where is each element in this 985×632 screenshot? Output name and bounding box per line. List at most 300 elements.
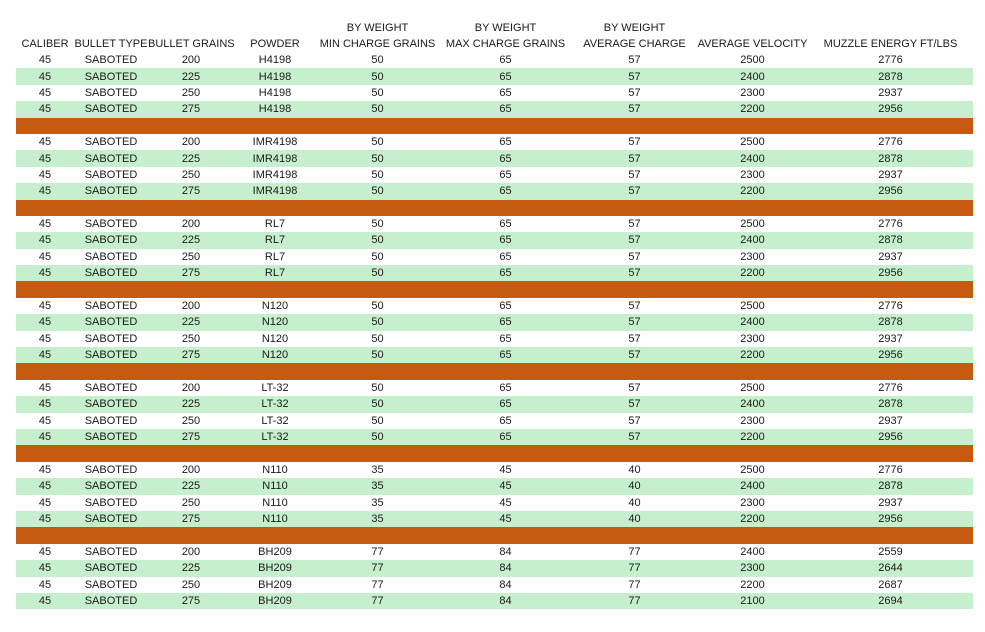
cell-bullet-grains: 225 bbox=[148, 560, 234, 576]
cell-bullet-grains: 250 bbox=[148, 413, 234, 429]
header-row bbox=[16, 20, 973, 52]
cell-caliber: 45 bbox=[16, 593, 74, 609]
cell-bullet-grains: 250 bbox=[148, 167, 234, 183]
cell-bullet-type: SABOTED bbox=[74, 101, 148, 117]
cell-muzzle-energy: 2878 bbox=[808, 396, 973, 412]
cell-muzzle-energy: 2559 bbox=[808, 544, 973, 560]
column-header-caliber bbox=[16, 20, 74, 52]
cell-average-charge: 57 bbox=[572, 298, 697, 314]
cell-min-charge: 35 bbox=[316, 495, 439, 511]
cell-muzzle-energy: 2956 bbox=[808, 101, 973, 117]
column-header-line1 bbox=[16, 20, 74, 36]
cell-powder: LT-32 bbox=[234, 380, 316, 396]
cell-max-charge: 65 bbox=[439, 298, 572, 314]
table-row bbox=[16, 593, 973, 609]
table-row bbox=[16, 298, 973, 314]
cell-caliber: 45 bbox=[16, 560, 74, 576]
cell-caliber: 45 bbox=[16, 134, 74, 150]
cell-max-charge: 65 bbox=[439, 68, 572, 84]
cell-max-charge: 65 bbox=[439, 396, 572, 412]
cell-bullet-grains: 200 bbox=[148, 544, 234, 560]
cell-average-velocity: 2200 bbox=[697, 577, 808, 593]
cell-bullet-grains: 275 bbox=[148, 183, 234, 199]
column-header-line1 bbox=[697, 20, 808, 36]
cell-muzzle-energy: 2937 bbox=[808, 85, 973, 101]
column-header-line1 bbox=[234, 20, 316, 36]
table-row bbox=[16, 150, 973, 166]
cell-min-charge: 50 bbox=[316, 249, 439, 265]
cell-average-charge: 57 bbox=[572, 347, 697, 363]
cell-max-charge: 45 bbox=[439, 511, 572, 527]
cell-average-charge: 57 bbox=[572, 249, 697, 265]
cell-average-charge: 57 bbox=[572, 216, 697, 232]
table-row bbox=[16, 462, 973, 478]
cell-bullet-grains: 200 bbox=[148, 52, 234, 68]
cell-powder: IMR4198 bbox=[234, 150, 316, 166]
cell-average-charge: 57 bbox=[572, 331, 697, 347]
cell-powder: H4198 bbox=[234, 52, 316, 68]
cell-muzzle-energy: 2878 bbox=[808, 314, 973, 330]
cell-muzzle-energy: 2878 bbox=[808, 232, 973, 248]
cell-average-velocity: 2200 bbox=[697, 429, 808, 445]
column-header-bullet-grains bbox=[148, 20, 234, 52]
cell-caliber: 45 bbox=[16, 249, 74, 265]
cell-average-charge: 57 bbox=[572, 413, 697, 429]
cell-average-velocity: 2300 bbox=[697, 331, 808, 347]
table-row bbox=[16, 52, 973, 68]
cell-min-charge: 50 bbox=[316, 265, 439, 281]
cell-average-velocity: 2500 bbox=[697, 298, 808, 314]
table-row bbox=[16, 396, 973, 412]
column-header-line2: MIN CHARGE GRAINS bbox=[319, 38, 436, 50]
cell-caliber: 45 bbox=[16, 544, 74, 560]
cell-caliber: 45 bbox=[16, 462, 74, 478]
cell-bullet-type: SABOTED bbox=[74, 495, 148, 511]
cell-caliber: 45 bbox=[16, 331, 74, 347]
cell-caliber: 45 bbox=[16, 396, 74, 412]
table-row bbox=[16, 183, 973, 199]
column-header-average-velocity bbox=[697, 20, 808, 52]
cell-bullet-type: SABOTED bbox=[74, 265, 148, 281]
cell-powder: N120 bbox=[234, 347, 316, 363]
cell-bullet-grains: 275 bbox=[148, 265, 234, 281]
cell-muzzle-energy: 2878 bbox=[808, 478, 973, 494]
cell-min-charge: 50 bbox=[316, 85, 439, 101]
cell-powder: N120 bbox=[234, 314, 316, 330]
table-row bbox=[16, 380, 973, 396]
cell-bullet-grains: 200 bbox=[148, 462, 234, 478]
cell-bullet-grains: 200 bbox=[148, 380, 234, 396]
cell-muzzle-energy: 2644 bbox=[808, 560, 973, 576]
cell-bullet-type: SABOTED bbox=[74, 347, 148, 363]
group-separator-row bbox=[16, 281, 973, 297]
table-row bbox=[16, 544, 973, 560]
cell-average-velocity: 2400 bbox=[697, 232, 808, 248]
cell-average-velocity: 2200 bbox=[697, 511, 808, 527]
cell-bullet-type: SABOTED bbox=[74, 52, 148, 68]
table-row bbox=[16, 577, 973, 593]
cell-powder: N110 bbox=[234, 478, 316, 494]
table-row bbox=[16, 331, 973, 347]
cell-caliber: 45 bbox=[16, 347, 74, 363]
cell-muzzle-energy: 2956 bbox=[808, 429, 973, 445]
cell-average-charge: 57 bbox=[572, 314, 697, 330]
cell-powder: N110 bbox=[234, 462, 316, 478]
cell-muzzle-energy: 2878 bbox=[808, 68, 973, 84]
cell-average-velocity: 2400 bbox=[697, 396, 808, 412]
cell-powder: LT-32 bbox=[234, 396, 316, 412]
cell-average-velocity: 2300 bbox=[697, 167, 808, 183]
cell-average-velocity: 2500 bbox=[697, 216, 808, 232]
cell-bullet-type: SABOTED bbox=[74, 511, 148, 527]
cell-muzzle-energy: 2776 bbox=[808, 380, 973, 396]
table-row bbox=[16, 347, 973, 363]
cell-min-charge: 50 bbox=[316, 183, 439, 199]
column-header-line1 bbox=[808, 20, 973, 36]
cell-bullet-type: SABOTED bbox=[74, 314, 148, 330]
cell-min-charge: 35 bbox=[316, 478, 439, 494]
cell-min-charge: 50 bbox=[316, 68, 439, 84]
cell-average-velocity: 2200 bbox=[697, 101, 808, 117]
cell-caliber: 45 bbox=[16, 68, 74, 84]
table-row bbox=[16, 265, 973, 281]
cell-average-charge: 57 bbox=[572, 52, 697, 68]
cell-max-charge: 84 bbox=[439, 577, 572, 593]
cell-min-charge: 50 bbox=[316, 216, 439, 232]
cell-powder: H4198 bbox=[234, 68, 316, 84]
cell-average-charge: 40 bbox=[572, 511, 697, 527]
cell-min-charge: 50 bbox=[316, 232, 439, 248]
cell-powder: RL7 bbox=[234, 249, 316, 265]
cell-max-charge: 65 bbox=[439, 413, 572, 429]
column-header-bullet-type bbox=[74, 20, 148, 52]
group-separator-row bbox=[16, 445, 973, 461]
cell-bullet-type: SABOTED bbox=[74, 478, 148, 494]
cell-average-charge: 57 bbox=[572, 429, 697, 445]
cell-muzzle-energy: 2776 bbox=[808, 52, 973, 68]
cell-average-charge: 57 bbox=[572, 232, 697, 248]
cell-max-charge: 65 bbox=[439, 314, 572, 330]
cell-powder: N110 bbox=[234, 495, 316, 511]
cell-bullet-type: SABOTED bbox=[74, 167, 148, 183]
cell-min-charge: 50 bbox=[316, 167, 439, 183]
cell-min-charge: 77 bbox=[316, 560, 439, 576]
cell-muzzle-energy: 2937 bbox=[808, 331, 973, 347]
cell-min-charge: 50 bbox=[316, 331, 439, 347]
cell-average-velocity: 2300 bbox=[697, 249, 808, 265]
cell-bullet-grains: 275 bbox=[148, 101, 234, 117]
cell-average-charge: 57 bbox=[572, 167, 697, 183]
table-row bbox=[16, 232, 973, 248]
cell-average-charge: 57 bbox=[572, 68, 697, 84]
cell-bullet-grains: 225 bbox=[148, 396, 234, 412]
column-header-line2: AVERAGE CHARGE bbox=[583, 38, 686, 50]
cell-min-charge: 50 bbox=[316, 347, 439, 363]
cell-bullet-type: SABOTED bbox=[74, 462, 148, 478]
cell-min-charge: 77 bbox=[316, 593, 439, 609]
column-header-line2: CALIBER bbox=[21, 38, 69, 50]
cell-muzzle-energy: 2776 bbox=[808, 134, 973, 150]
table-row bbox=[16, 216, 973, 232]
cell-max-charge: 84 bbox=[439, 560, 572, 576]
cell-bullet-type: SABOTED bbox=[74, 68, 148, 84]
cell-bullet-grains: 250 bbox=[148, 85, 234, 101]
cell-caliber: 45 bbox=[16, 478, 74, 494]
cell-powder: H4198 bbox=[234, 101, 316, 117]
table-row bbox=[16, 429, 973, 445]
cell-average-charge: 40 bbox=[572, 495, 697, 511]
cell-powder: IMR4198 bbox=[234, 167, 316, 183]
cell-bullet-grains: 250 bbox=[148, 249, 234, 265]
cell-min-charge: 50 bbox=[316, 101, 439, 117]
cell-average-charge: 40 bbox=[572, 462, 697, 478]
cell-caliber: 45 bbox=[16, 167, 74, 183]
cell-average-velocity: 2400 bbox=[697, 544, 808, 560]
cell-muzzle-energy: 2776 bbox=[808, 462, 973, 478]
cell-average-velocity: 2200 bbox=[697, 265, 808, 281]
cell-bullet-type: SABOTED bbox=[74, 85, 148, 101]
cell-caliber: 45 bbox=[16, 577, 74, 593]
cell-powder: BH209 bbox=[234, 577, 316, 593]
cell-powder: IMR4198 bbox=[234, 183, 316, 199]
cell-caliber: 45 bbox=[16, 413, 74, 429]
table-row bbox=[16, 314, 973, 330]
cell-bullet-grains: 275 bbox=[148, 429, 234, 445]
column-header-line2: POWDER bbox=[250, 38, 300, 50]
table-row bbox=[16, 249, 973, 265]
cell-min-charge: 50 bbox=[316, 396, 439, 412]
column-header-line2: AVERAGE VELOCITY bbox=[697, 38, 808, 50]
cell-bullet-grains: 275 bbox=[148, 511, 234, 527]
group-separator-row bbox=[16, 363, 973, 379]
cell-powder: LT-32 bbox=[234, 413, 316, 429]
cell-min-charge: 35 bbox=[316, 462, 439, 478]
cell-average-velocity: 2200 bbox=[697, 347, 808, 363]
cell-min-charge: 50 bbox=[316, 429, 439, 445]
cell-muzzle-energy: 2956 bbox=[808, 183, 973, 199]
group-separator-cell bbox=[16, 363, 973, 379]
cell-average-charge: 77 bbox=[572, 544, 697, 560]
cell-max-charge: 65 bbox=[439, 167, 572, 183]
cell-max-charge: 65 bbox=[439, 216, 572, 232]
cell-muzzle-energy: 2956 bbox=[808, 347, 973, 363]
cell-max-charge: 65 bbox=[439, 429, 572, 445]
cell-muzzle-energy: 2937 bbox=[808, 413, 973, 429]
cell-caliber: 45 bbox=[16, 85, 74, 101]
cell-muzzle-energy: 2694 bbox=[808, 593, 973, 609]
cell-muzzle-energy: 2956 bbox=[808, 265, 973, 281]
table-row bbox=[16, 101, 973, 117]
table-row bbox=[16, 68, 973, 84]
cell-caliber: 45 bbox=[16, 429, 74, 445]
column-header-muzzle-energy bbox=[808, 20, 973, 52]
cell-bullet-grains: 225 bbox=[148, 314, 234, 330]
cell-powder: N120 bbox=[234, 298, 316, 314]
cell-bullet-type: SABOTED bbox=[74, 298, 148, 314]
cell-bullet-type: SABOTED bbox=[74, 593, 148, 609]
cell-max-charge: 65 bbox=[439, 331, 572, 347]
cell-caliber: 45 bbox=[16, 298, 74, 314]
cell-caliber: 45 bbox=[16, 216, 74, 232]
group-separator-row bbox=[16, 527, 973, 543]
cell-min-charge: 50 bbox=[316, 134, 439, 150]
cell-max-charge: 65 bbox=[439, 265, 572, 281]
cell-bullet-grains: 250 bbox=[148, 577, 234, 593]
cell-caliber: 45 bbox=[16, 183, 74, 199]
cell-average-charge: 77 bbox=[572, 560, 697, 576]
cell-average-velocity: 2500 bbox=[697, 462, 808, 478]
cell-max-charge: 65 bbox=[439, 232, 572, 248]
cell-min-charge: 50 bbox=[316, 380, 439, 396]
cell-bullet-type: SABOTED bbox=[74, 577, 148, 593]
cell-average-velocity: 2100 bbox=[697, 593, 808, 609]
cell-bullet-grains: 250 bbox=[148, 331, 234, 347]
cell-max-charge: 65 bbox=[439, 52, 572, 68]
cell-powder: N120 bbox=[234, 331, 316, 347]
cell-powder: RL7 bbox=[234, 265, 316, 281]
group-separator-cell bbox=[16, 527, 973, 543]
cell-average-charge: 57 bbox=[572, 183, 697, 199]
cell-bullet-type: SABOTED bbox=[74, 544, 148, 560]
cell-min-charge: 50 bbox=[316, 52, 439, 68]
cell-caliber: 45 bbox=[16, 380, 74, 396]
cell-caliber: 45 bbox=[16, 495, 74, 511]
group-separator-row bbox=[16, 200, 973, 216]
cell-average-velocity: 2500 bbox=[697, 52, 808, 68]
cell-muzzle-energy: 2937 bbox=[808, 167, 973, 183]
cell-average-velocity: 2400 bbox=[697, 68, 808, 84]
table-row bbox=[16, 85, 973, 101]
cell-powder: H4198 bbox=[234, 85, 316, 101]
cell-caliber: 45 bbox=[16, 232, 74, 248]
cell-average-velocity: 2200 bbox=[697, 183, 808, 199]
group-separator-row bbox=[16, 118, 973, 134]
load-data-table bbox=[16, 20, 973, 609]
cell-bullet-type: SABOTED bbox=[74, 331, 148, 347]
cell-bullet-grains: 275 bbox=[148, 593, 234, 609]
cell-muzzle-energy: 2776 bbox=[808, 216, 973, 232]
cell-average-charge: 57 bbox=[572, 85, 697, 101]
cell-powder: RL7 bbox=[234, 216, 316, 232]
cell-muzzle-energy: 2937 bbox=[808, 249, 973, 265]
load-data-sheet bbox=[16, 20, 973, 609]
cell-caliber: 45 bbox=[16, 511, 74, 527]
cell-powder: BH209 bbox=[234, 544, 316, 560]
cell-min-charge: 50 bbox=[316, 298, 439, 314]
cell-average-velocity: 2500 bbox=[697, 380, 808, 396]
cell-powder: RL7 bbox=[234, 232, 316, 248]
cell-max-charge: 65 bbox=[439, 380, 572, 396]
cell-max-charge: 45 bbox=[439, 495, 572, 511]
table-row bbox=[16, 511, 973, 527]
cell-bullet-type: SABOTED bbox=[74, 396, 148, 412]
cell-min-charge: 35 bbox=[316, 511, 439, 527]
table-row bbox=[16, 167, 973, 183]
cell-powder: IMR4198 bbox=[234, 134, 316, 150]
cell-average-charge: 77 bbox=[572, 593, 697, 609]
cell-bullet-type: SABOTED bbox=[74, 429, 148, 445]
cell-min-charge: 77 bbox=[316, 577, 439, 593]
table-row bbox=[16, 495, 973, 511]
column-header-line1: BY WEIGHT bbox=[603, 22, 666, 34]
cell-bullet-grains: 200 bbox=[148, 134, 234, 150]
cell-bullet-type: SABOTED bbox=[74, 380, 148, 396]
column-header-powder bbox=[234, 20, 316, 52]
cell-muzzle-energy: 2956 bbox=[808, 511, 973, 527]
column-header-line1 bbox=[74, 20, 148, 36]
column-header-line1: BY WEIGHT bbox=[346, 22, 409, 34]
cell-powder: LT-32 bbox=[234, 429, 316, 445]
cell-average-charge: 40 bbox=[572, 478, 697, 494]
cell-average-velocity: 2400 bbox=[697, 478, 808, 494]
table-row bbox=[16, 413, 973, 429]
column-header-line2: BULLET TYPE bbox=[74, 38, 148, 50]
cell-muzzle-energy: 2776 bbox=[808, 298, 973, 314]
group-separator-cell bbox=[16, 281, 973, 297]
column-header-line2: MUZZLE ENERGY FT/LBS bbox=[823, 38, 958, 50]
cell-bullet-grains: 200 bbox=[148, 298, 234, 314]
table-row bbox=[16, 134, 973, 150]
cell-bullet-grains: 225 bbox=[148, 68, 234, 84]
cell-max-charge: 45 bbox=[439, 478, 572, 494]
cell-max-charge: 84 bbox=[439, 544, 572, 560]
cell-max-charge: 65 bbox=[439, 85, 572, 101]
cell-caliber: 45 bbox=[16, 101, 74, 117]
cell-average-charge: 57 bbox=[572, 265, 697, 281]
cell-max-charge: 45 bbox=[439, 462, 572, 478]
cell-max-charge: 65 bbox=[439, 347, 572, 363]
cell-bullet-grains: 225 bbox=[148, 478, 234, 494]
cell-bullet-type: SABOTED bbox=[74, 560, 148, 576]
cell-average-charge: 57 bbox=[572, 150, 697, 166]
cell-max-charge: 65 bbox=[439, 134, 572, 150]
table-body bbox=[16, 52, 973, 609]
cell-max-charge: 65 bbox=[439, 101, 572, 117]
group-separator-cell bbox=[16, 445, 973, 461]
column-header-average-charge bbox=[572, 20, 697, 52]
cell-average-velocity: 2300 bbox=[697, 85, 808, 101]
cell-average-charge: 77 bbox=[572, 577, 697, 593]
cell-min-charge: 50 bbox=[316, 314, 439, 330]
cell-powder: BH209 bbox=[234, 560, 316, 576]
cell-bullet-grains: 250 bbox=[148, 495, 234, 511]
cell-average-charge: 57 bbox=[572, 396, 697, 412]
cell-caliber: 45 bbox=[16, 52, 74, 68]
cell-bullet-type: SABOTED bbox=[74, 134, 148, 150]
cell-min-charge: 50 bbox=[316, 413, 439, 429]
cell-average-velocity: 2400 bbox=[697, 150, 808, 166]
cell-caliber: 45 bbox=[16, 265, 74, 281]
cell-average-velocity: 2400 bbox=[697, 314, 808, 330]
group-separator-cell bbox=[16, 118, 973, 134]
cell-max-charge: 65 bbox=[439, 249, 572, 265]
cell-average-velocity: 2300 bbox=[697, 413, 808, 429]
cell-min-charge: 50 bbox=[316, 150, 439, 166]
column-header-line2: MAX CHARGE GRAINS bbox=[445, 38, 566, 50]
cell-average-velocity: 2300 bbox=[697, 495, 808, 511]
cell-bullet-type: SABOTED bbox=[74, 249, 148, 265]
cell-bullet-type: SABOTED bbox=[74, 216, 148, 232]
cell-bullet-type: SABOTED bbox=[74, 183, 148, 199]
cell-bullet-grains: 275 bbox=[148, 347, 234, 363]
cell-average-velocity: 2300 bbox=[697, 560, 808, 576]
cell-average-charge: 57 bbox=[572, 134, 697, 150]
cell-muzzle-energy: 2878 bbox=[808, 150, 973, 166]
cell-bullet-type: SABOTED bbox=[74, 150, 148, 166]
column-header-line2: BULLET GRAINS bbox=[148, 38, 235, 50]
cell-bullet-type: SABOTED bbox=[74, 232, 148, 248]
column-header-line1 bbox=[148, 20, 234, 36]
